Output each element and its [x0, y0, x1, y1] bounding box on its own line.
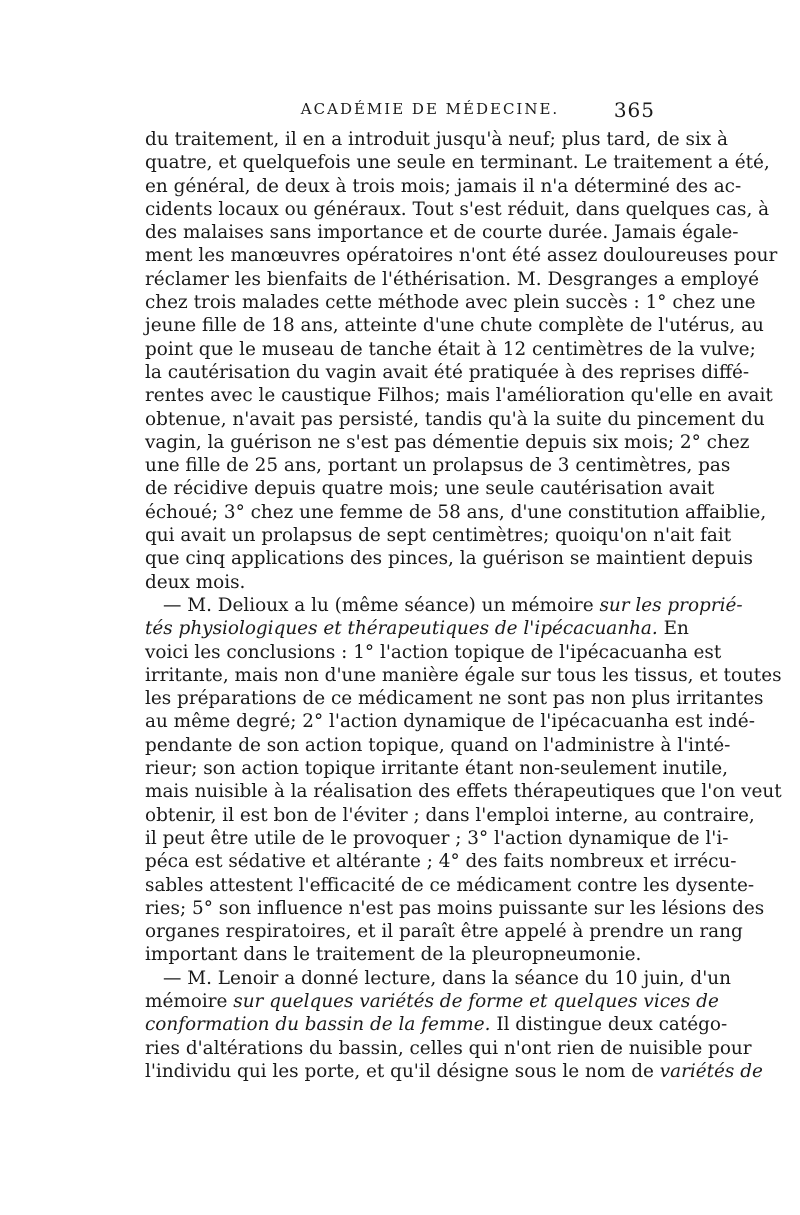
- text-line: en général, de deux à trois mois; jamais il n'a déterminé des ac-: [145, 175, 742, 197]
- text-line: chez trois malades cette méthode avec plein succès : 1° chez une: [145, 292, 756, 314]
- text-line: obtenir, il est bon de l'éviter ; dans l'emploi interne, au contraire,: [145, 804, 755, 826]
- text-line: obtenue, n'avait pas persisté, tandis qu'à la suite du pincement du: [145, 408, 765, 430]
- text-line: — M. Lenoir a donné lecture, dans la séance du 10 juin, d'un: [163, 967, 731, 989]
- text-line: mais nuisible à la réalisation des effets thérapeutiques que l'on veut: [145, 781, 782, 803]
- text-line: point que le museau de tanche était à 12 centimètres de la vulve;: [145, 338, 756, 360]
- title-segment: tés physiologiques et thérapeutiques de l'ipécacuanha.: [145, 618, 658, 640]
- text-segment: l'individu qui les porte, et qu'il désigne sous le nom de: [145, 1060, 660, 1082]
- text-line: au même degré; 2° l'action dynamique de l'ipécacuanha est indé-: [145, 711, 755, 733]
- title-segment: conformation du bassin de la femme.: [145, 1014, 491, 1036]
- text-segment: Il distingue deux catégo-: [490, 1014, 728, 1036]
- paragraph-line: [145, 617, 689, 640]
- paragraph-line: [145, 990, 719, 1013]
- text-line: jeune fille de 18 ans, atteinte d'une chute complète de l'utérus, au: [145, 315, 764, 337]
- title-segment: sur quelques variétés de forme et quelques vices de: [233, 990, 719, 1012]
- text-line: qui avait un prolapsus de sept centimètres; quoiqu'on n'ait fait: [145, 525, 732, 547]
- text-line: une fille de 25 ans, portant un prolapsus de 3 centimètres, pas: [145, 455, 731, 477]
- text-line: quatre, et quelquefois une seule en terminant. Le traitement a été,: [145, 152, 770, 174]
- text-segment: En: [657, 618, 689, 640]
- text-line: organes respiratoires, et il paraît être appelé à prendre un rang: [145, 921, 743, 943]
- running-head: [145, 98, 655, 128]
- text-line: péca est sédative et altérante ; 4° des faits nombreux et irrécu-: [145, 851, 737, 873]
- text-line: que cinq applications des pinces, la guérison se maintient depuis: [145, 548, 753, 570]
- text-line: vagin, la guérison ne s'est pas démentie depuis six mois; 2° chez: [145, 431, 750, 453]
- page-number: 365: [613, 98, 655, 122]
- title-segment: variétés de: [659, 1060, 763, 1082]
- text-line: ries d'altérations du bassin, celles qui n'ont rien de nuisible pour: [145, 1037, 752, 1059]
- text-line: cidents locaux ou généraux. Tout s'est réduit, dans quelques cas, à: [145, 198, 770, 220]
- text-line: rieur; son action topique irritante étant non-seulement inutile,: [145, 758, 728, 780]
- text-line: il peut être utile de le provoquer ; 3° l'action dynamique de l'i-: [145, 827, 729, 849]
- body-text: [145, 128, 782, 1083]
- text-line: du traitement, il en a introduit jusqu'à neuf; plus tard, de six à: [145, 129, 729, 150]
- text-line: de récidive depuis quatre mois; une seule cautérisation avait: [145, 478, 715, 500]
- text-line: ries; 5° son influence n'est pas moins puissante sur les lésions des: [145, 897, 765, 919]
- text-line: irritante, mais non d'une manière égale sur tous les tissus, et toutes: [145, 664, 782, 686]
- paragraph-line: [145, 1013, 728, 1036]
- text-line: échoué; 3° chez une femme de 58 ans, d'une constitution affaiblie,: [145, 501, 767, 523]
- text-line: pendante de son action topique, quand on l'administre à l'inté-: [145, 734, 731, 756]
- text-line: la cautérisation du vagin avait été pratiquée à des reprises diffé-: [145, 361, 750, 383]
- text-line: deux mois.: [145, 571, 246, 593]
- running-title: ACADÉMIE DE MÉDECINE.: [300, 100, 560, 118]
- text-line: les préparations de ce médicament ne sont pas non plus irritantes: [145, 688, 764, 710]
- text-segment: — M. Delioux a lu (même séance) un mémoire: [163, 594, 600, 616]
- text-segment: mémoire: [145, 990, 234, 1012]
- text-line: rentes avec le caustique Filhos; mais l'amélioration qu'elle en avait: [145, 385, 773, 407]
- text-line: voici les conclusions : 1° l'action topique de l'ipécacuanha est: [145, 641, 722, 663]
- text-line: des malaises sans importance et de courte durée. Jamais égale-: [145, 222, 739, 244]
- text-line: réclamer les bienfaits de l'éthérisation. M. Desgranges a employé: [145, 268, 759, 290]
- text-line: sables attestent l'efficacité de ce médicament contre les dysente-: [145, 874, 755, 896]
- text-line: ment les manœuvres opératoires n'ont été assez douloureuses pour: [145, 245, 778, 267]
- paragraph-line: [145, 1060, 763, 1083]
- paragraph-line: [145, 594, 743, 617]
- title-segment: sur les proprié-: [599, 594, 743, 616]
- text-line: important dans le traitement de la pleuropneumonie.: [145, 944, 642, 966]
